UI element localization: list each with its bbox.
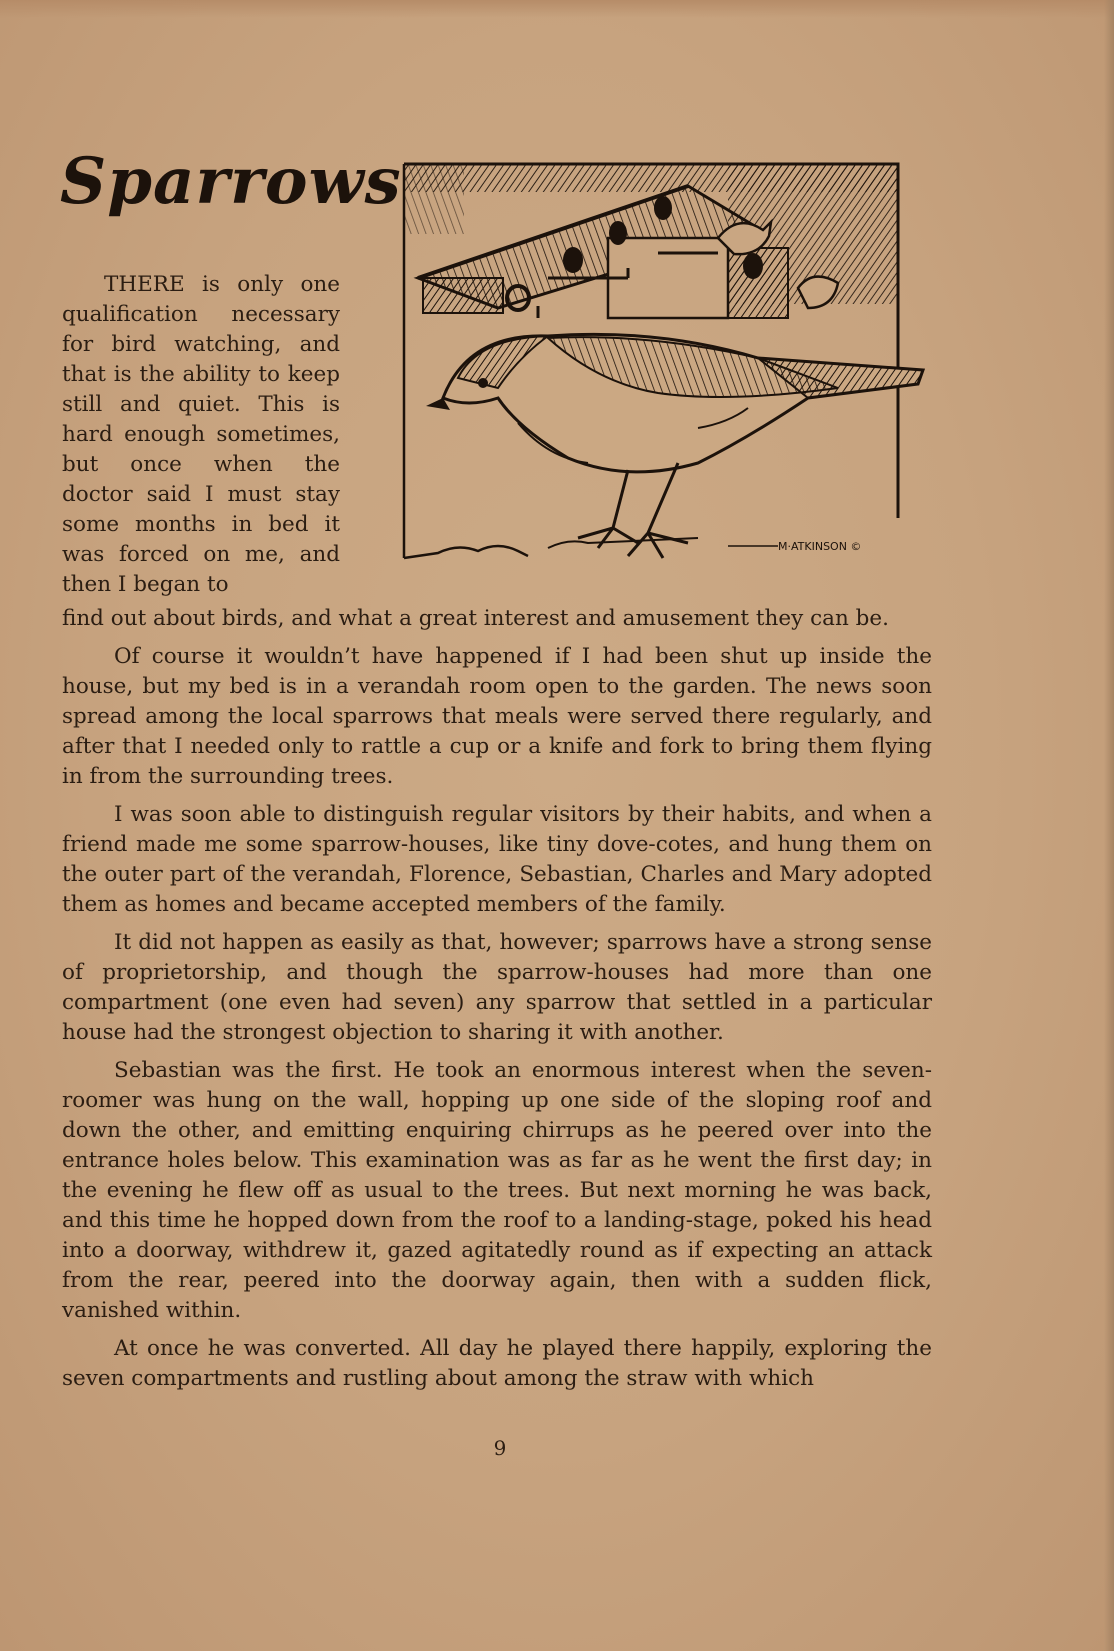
page-number: 9 <box>493 1436 507 1460</box>
page-top-shadow <box>0 0 1114 18</box>
body-text <box>62 604 932 1402</box>
intro-paragraph: THERE is only one qualification necessary for bird watching, and that is the ability to keep still and quiet. This is hard enough sometimes, but once when the doctor said I must stay some months in bed it was forced on me, and then I began to <box>62 272 340 597</box>
chapter-title: Sparrows <box>60 144 402 219</box>
paragraph-6: At once he was converted. All day he played there happily, exploring the seven compartments and rustling about among the straw with which <box>62 1336 932 1391</box>
sparrow-house-illustration <box>398 158 968 598</box>
intro-continuation: find out about birds, and what a great interest and amusement they can be. <box>62 606 889 631</box>
page-right-edge <box>1104 0 1114 1651</box>
illustration-signature: M·ATKINSON © <box>778 540 862 553</box>
paragraph-2: Of course it wouldn’t have happened if I had been shut up inside the house, but my bed is in a verandah room open to the garden. The news soon spread among the local sparrows that meals were served there regularly, and after that I needed only to rattle a cup or a knife and fork to bring them flying in from the surrounding trees. <box>62 644 932 789</box>
paragraph-4: It did not happen as easily as that, however; sparrows have a strong sense of proprietorship, and though the sparrow-houses had more than one compartment (one even had seven) any sparrow that settled in a particular house had the strongest objection to sharing it with another. <box>62 930 932 1045</box>
paragraph-5: Sebastian was the first. He took an enormous interest when the seven-roomer was hung on the wall, hopping up one side of the sloping roof and down the other, and emitting enquiring chirrups as he peered over into the entrance holes below. This examination was as far as he went the first day; in the evening he flew off as usual to the trees. But next morning he was back, and this time he hopped down from the roof to a landing-stage, poked his head into a doorway, withdrew it, gazed agitatedly round as if expecting an attack from the rear, peered into the doorway again, then with a sudden flick, vanished within. <box>62 1058 932 1323</box>
paragraph-3: I was soon able to distinguish regular visitors by their habits, and when a friend made me some sparrow-houses, like tiny dove-cotes, and hung them on the outer part of the verandah, Florence, Sebastian, Charles and Mary adopted them as homes and became accepted members of the family. <box>62 802 932 917</box>
